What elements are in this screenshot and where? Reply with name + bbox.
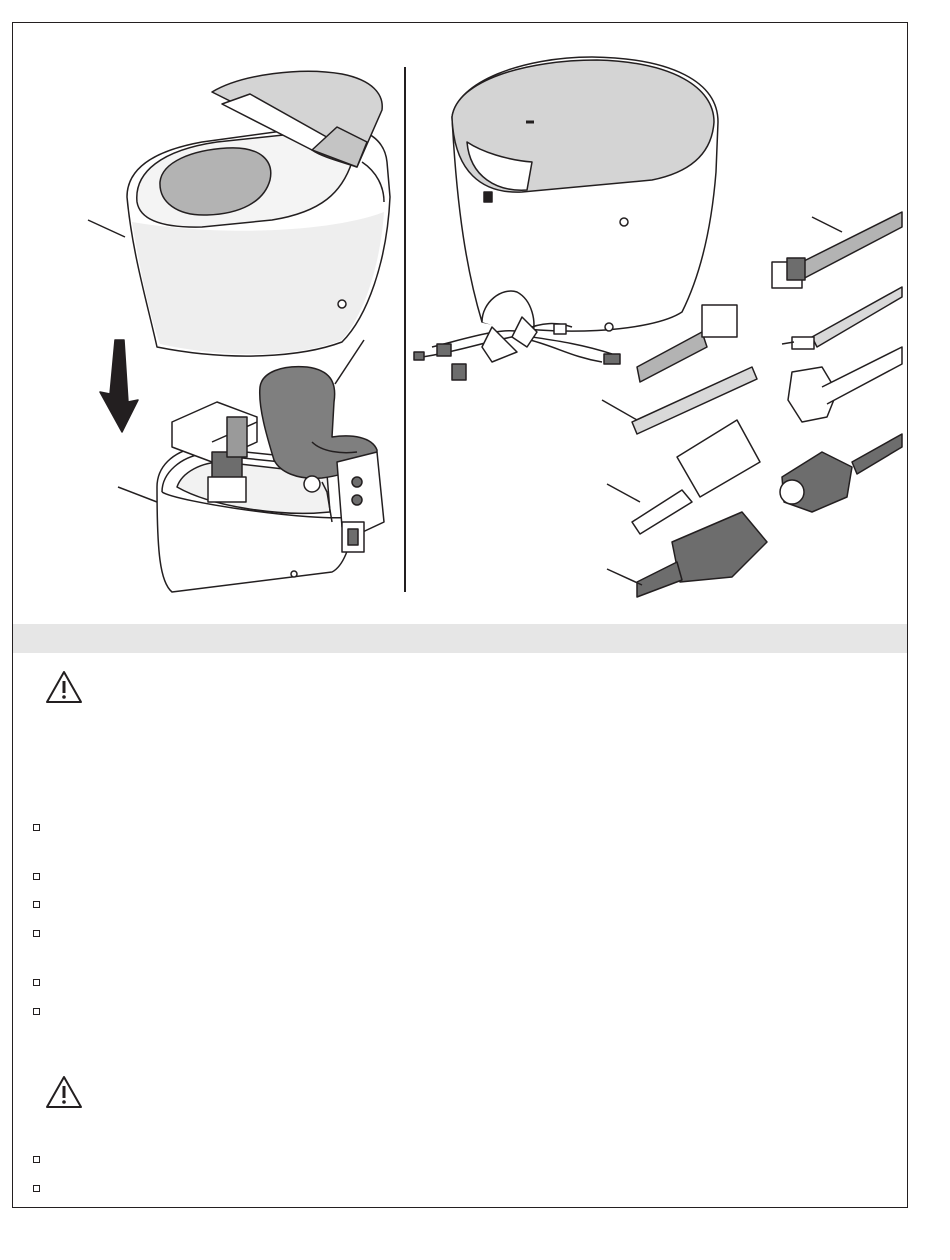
installation-illustration (12, 22, 908, 622)
checklist-box[interactable] (33, 1185, 40, 1192)
toilet-body-drawing (127, 71, 390, 356)
checklist-box[interactable] (33, 824, 40, 831)
warning-triangle-icon (44, 669, 84, 705)
checklist-box[interactable] (33, 930, 40, 937)
checklist-box[interactable] (33, 1008, 40, 1015)
section-header-band (13, 624, 907, 653)
checklist-box[interactable] (33, 1156, 40, 1163)
toilet-rear-drawing (414, 57, 718, 380)
lower-arrow-icon (100, 340, 138, 432)
warning-triangle-icon (44, 1074, 84, 1110)
checklist-box[interactable] (33, 873, 40, 880)
checklist-box[interactable] (33, 979, 40, 986)
checklist-box[interactable] (33, 901, 40, 908)
toilet-base-drawing (157, 367, 384, 592)
